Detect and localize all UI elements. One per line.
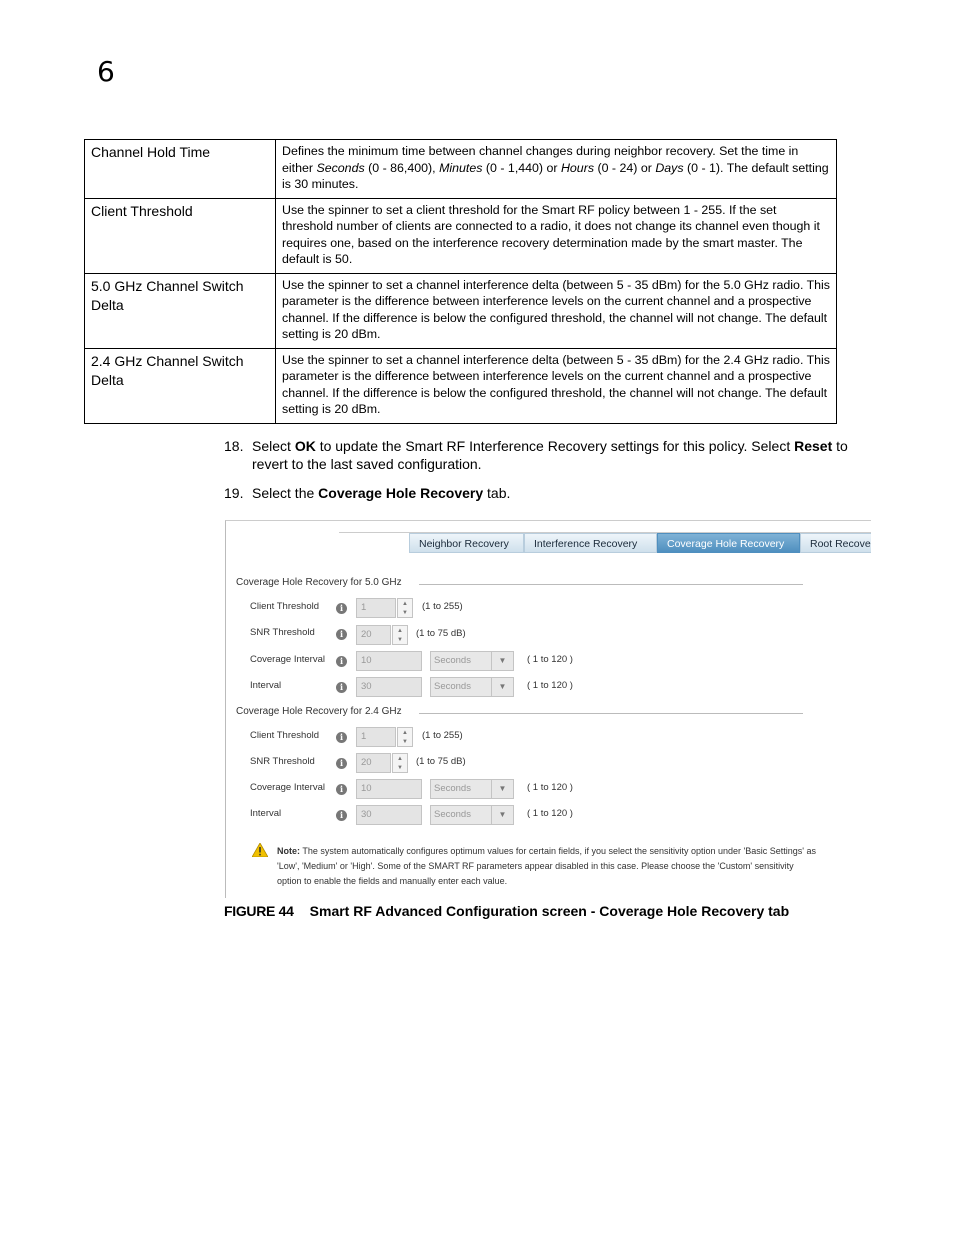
info-icon[interactable]: i <box>336 810 347 821</box>
text-run: Hours <box>560 160 595 175</box>
text-run: (0 - 86,400), <box>364 160 440 175</box>
text-run: Defines the minimum time between channel changes during neighbor recovery. Set the time in either <box>282 144 799 175</box>
spinner-down-icon[interactable]: ▼ <box>397 765 403 771</box>
section-title-5ghz: Coverage Hole Recovery for 5.0 GHz <box>236 577 402 588</box>
spinner-up-icon[interactable]: ▲ <box>402 601 408 607</box>
step-19 <box>224 484 874 502</box>
step-number: 19. <box>224 485 244 501</box>
note-label: Note: <box>277 846 300 856</box>
select-value: Seconds <box>434 681 471 692</box>
interval-unit-select[interactable] <box>430 805 514 825</box>
select-value: Seconds <box>434 655 471 666</box>
text-run: Select <box>252 438 295 454</box>
info-icon[interactable]: i <box>336 629 347 640</box>
info-icon[interactable]: i <box>336 603 347 614</box>
coverage-interval-input[interactable]: 10 <box>356 651 422 671</box>
text-run: Coverage Hole Recovery <box>318 485 484 501</box>
text-run: (0 - 1,440) or <box>482 160 561 175</box>
interval-label: Interval <box>250 680 282 691</box>
spinner-up-icon[interactable]: ▲ <box>402 730 408 736</box>
snr-threshold-range: (1 to 75 dB) <box>416 628 466 639</box>
tab-neighbor-recovery[interactable]: Neighbor Recovery <box>409 533 524 553</box>
coverage-interval-label: Coverage Interval <box>250 654 325 665</box>
snr-threshold-range: (1 to 75 dB) <box>416 756 466 767</box>
client-threshold-label: Client Threshold <box>250 730 320 741</box>
warning-icon <box>252 843 268 857</box>
select-value: Seconds <box>434 809 471 820</box>
coverage-interval-label: Coverage Interval <box>250 782 325 793</box>
param-name: 5.0 GHz Channel Switch Delta <box>85 273 276 348</box>
info-icon[interactable]: i <box>336 732 347 743</box>
client-threshold-spinner[interactable] <box>397 727 413 747</box>
chevron-down-icon[interactable]: ▼ <box>491 806 513 824</box>
coverage-interval-range: ( 1 to 120 ) <box>527 654 573 665</box>
section-divider <box>419 584 803 585</box>
param-description <box>276 198 837 273</box>
snr-threshold-spinner[interactable] <box>392 753 408 773</box>
figure-title: Smart RF Advanced Configuration screen - Coverage Hole Recovery tab <box>309 903 790 919</box>
coverage-interval-range: ( 1 to 120 ) <box>527 782 573 793</box>
figure-caption <box>224 901 789 921</box>
param-name: Client Threshold <box>85 198 276 273</box>
step-number: 18. <box>224 438 244 454</box>
interval-input[interactable]: 30 <box>356 677 422 697</box>
text-run: to revert to the last saved configuration. <box>252 438 848 472</box>
figure-label: FIGURE 44 <box>224 903 294 919</box>
client-threshold-spinner[interactable] <box>397 598 413 618</box>
spinner-down-icon[interactable]: ▼ <box>402 739 408 745</box>
table-row <box>85 198 837 273</box>
snr-threshold-input[interactable]: 20 <box>356 625 391 645</box>
text-run: Minutes <box>439 160 483 175</box>
text-run: Use the spinner to set a channel interference delta (between 5 - 35 dBm) for the 2.4 GHz radio. This parameter is the difference between interference levels on the current channel and a prospective channel. If the difference is below the configured threshold, the channel will not change. The default setting is 20 dBm. <box>282 352 831 416</box>
table-row <box>85 273 837 348</box>
step-18 <box>224 437 874 473</box>
client-threshold-label: Client Threshold <box>250 601 320 612</box>
coverage-interval-input[interactable]: 10 <box>356 779 422 799</box>
tab-interference-recovery[interactable]: Interference Recovery <box>524 533 657 553</box>
text-run: Select the <box>252 485 319 501</box>
screenshot-figure <box>225 520 871 898</box>
coverage-interval-unit-select[interactable] <box>430 651 514 671</box>
client-threshold-input[interactable]: 1 <box>356 598 396 618</box>
snr-threshold-input[interactable]: 20 <box>356 753 391 773</box>
text-run: OK <box>294 438 316 454</box>
param-name: 2.4 GHz Channel Switch Delta <box>85 348 276 423</box>
text-run: Use the spinner to set a channel interference delta (between 5 - 35 dBm) for the 5.0 GHz radio. This parameter is the difference between interference levels on the current channel and a prospective channel. If the difference is below the configured threshold, the channel will not change. The default setting is 20 dBm. <box>282 277 831 341</box>
text-run: (0 - 24) or <box>594 160 656 175</box>
coverage-interval-unit-select[interactable] <box>430 779 514 799</box>
text-run: Use the spinner to set a client threshold for the Smart RF policy between 1 - 255. If the set threshold number of clients are connected to a radio, it does not change its channel even though it requires one, based on the interference recovery determination made by the smart master. The default is 50. <box>282 202 820 266</box>
interval-range: ( 1 to 120 ) <box>527 808 573 819</box>
section-divider <box>419 713 803 714</box>
snr-threshold-label: SNR Threshold <box>250 756 315 767</box>
snr-threshold-spinner[interactable] <box>392 625 408 645</box>
client-threshold-range: (1 to 255) <box>422 730 463 741</box>
chevron-down-icon[interactable]: ▼ <box>491 780 513 798</box>
client-threshold-input[interactable]: 1 <box>356 727 396 747</box>
note-body: The system automatically configures optimum values for certain fields, if you select the sensitivity option under 'Basic Settings' as 'Low', 'Medium' or 'High'. Some of the SMART RF parameters appear disabled in this case. Please choose the 'Custom' sensitivity option to enable the fields and manually enter each value. <box>277 846 817 886</box>
chevron-down-icon[interactable]: ▼ <box>491 678 513 696</box>
parameter-table <box>84 139 837 424</box>
tab-root-recovery[interactable]: Root Recove <box>800 533 871 553</box>
param-description <box>276 140 837 199</box>
spinner-down-icon[interactable]: ▼ <box>397 637 403 643</box>
client-threshold-range: (1 to 255) <box>422 601 463 612</box>
table-row <box>85 140 837 199</box>
interval-range: ( 1 to 120 ) <box>527 680 573 691</box>
interval-unit-select[interactable] <box>430 677 514 697</box>
text-run: Seconds <box>316 160 365 175</box>
info-icon[interactable]: i <box>336 784 347 795</box>
chevron-down-icon[interactable]: ▼ <box>491 652 513 670</box>
spinner-up-icon[interactable]: ▲ <box>397 628 403 634</box>
info-icon[interactable]: i <box>336 758 347 769</box>
spinner-down-icon[interactable]: ▼ <box>402 610 408 616</box>
interval-input[interactable]: 30 <box>356 805 422 825</box>
step-text <box>252 437 874 473</box>
table-row <box>85 348 837 423</box>
chapter-number: 6 <box>97 55 115 88</box>
text-run: tab. <box>483 485 511 501</box>
param-description <box>276 273 837 348</box>
param-description <box>276 348 837 423</box>
select-value: Seconds <box>434 783 471 794</box>
text-run: Reset <box>794 438 833 454</box>
section-title-24ghz: Coverage Hole Recovery for 2.4 GHz <box>236 706 402 717</box>
text-run: Days <box>655 160 684 175</box>
tab-coverage-hole-recovery[interactable]: Coverage Hole Recovery <box>657 533 800 553</box>
step-text <box>252 484 874 502</box>
spinner-up-icon[interactable]: ▲ <box>397 756 403 762</box>
info-icon[interactable]: i <box>336 656 347 667</box>
interval-label: Interval <box>250 808 282 819</box>
param-name: Channel Hold Time <box>85 140 276 199</box>
info-icon[interactable]: i <box>336 682 347 693</box>
text-run: to update the Smart RF Interference Recovery settings for this policy. Select <box>315 438 795 454</box>
note-text <box>277 844 817 889</box>
text-run: (0 - 1). The default setting is 30 minutes. <box>282 160 829 191</box>
snr-threshold-label: SNR Threshold <box>250 627 315 638</box>
